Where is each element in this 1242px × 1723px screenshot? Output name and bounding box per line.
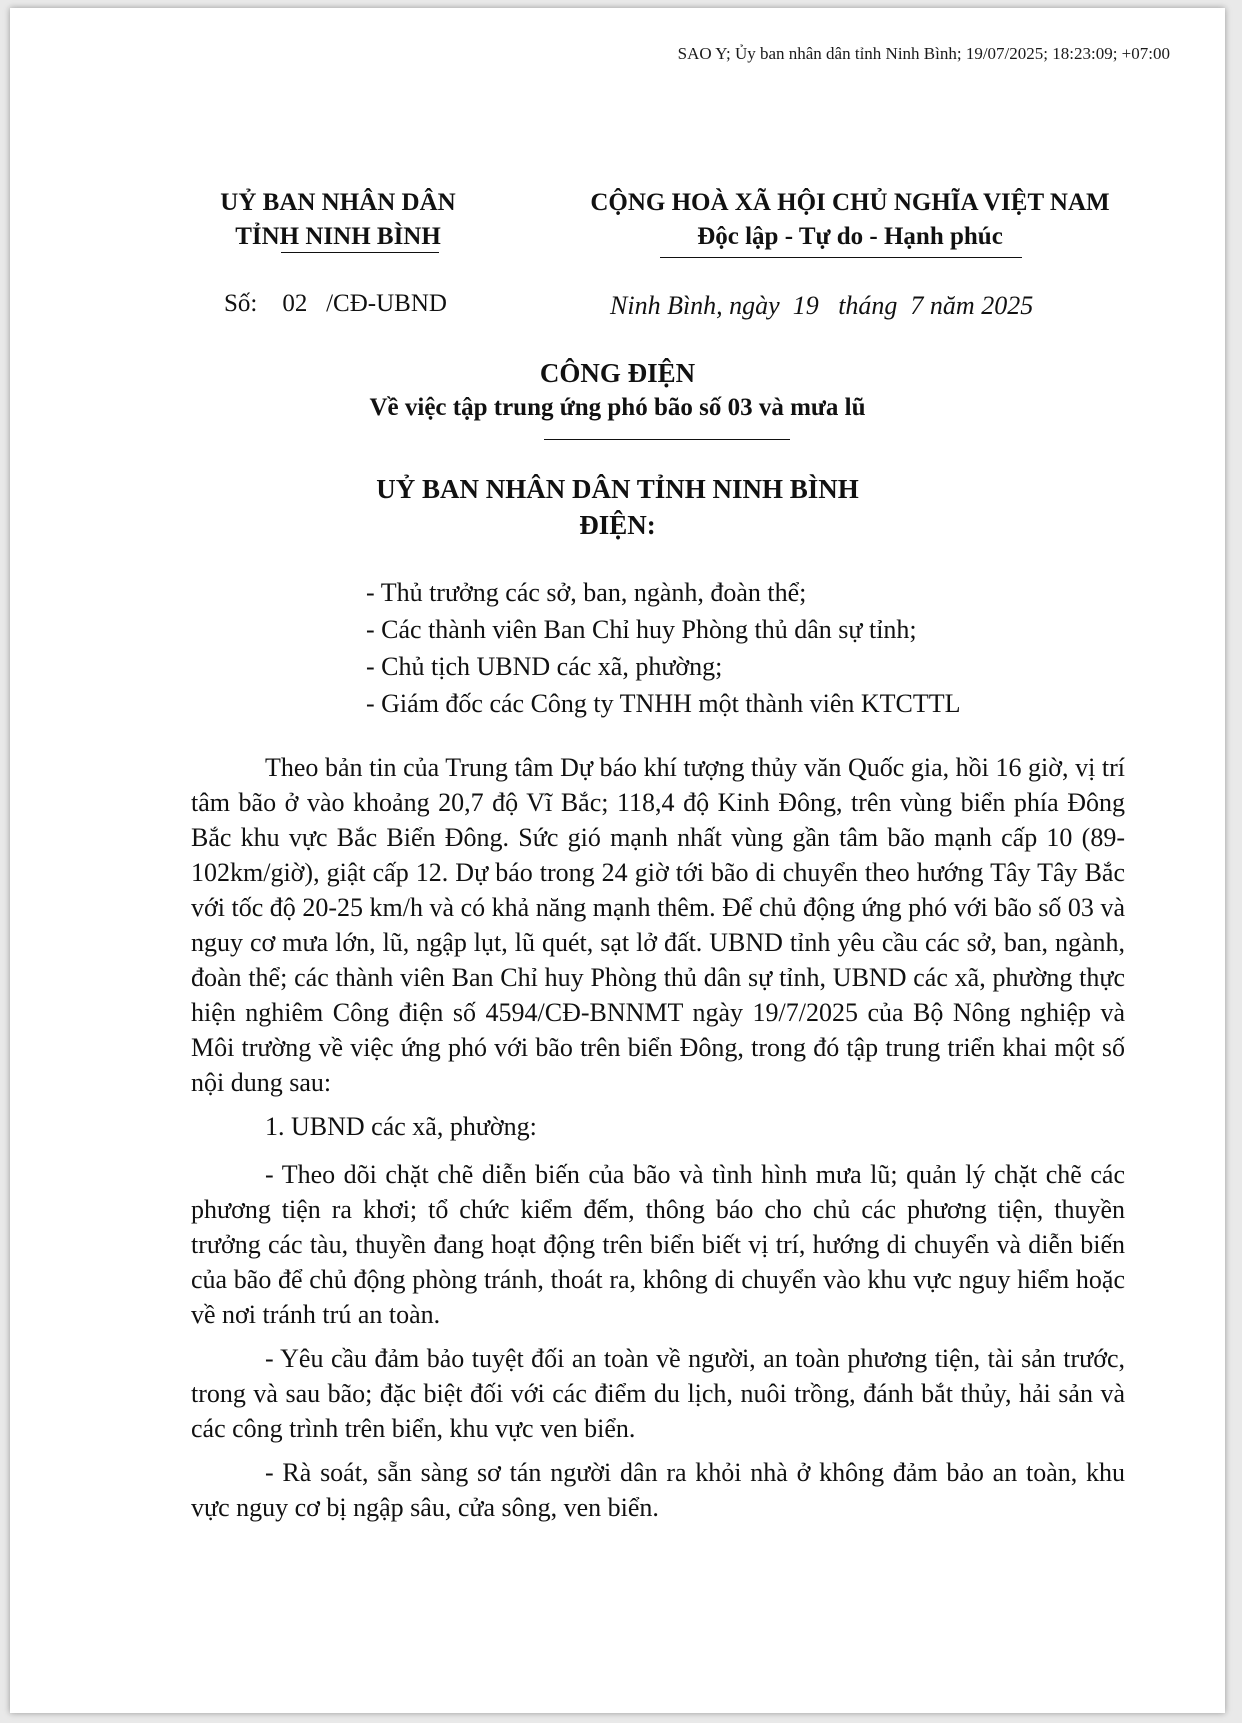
- section-1-heading: 1. UBND các xã, phường:: [265, 1112, 537, 1141]
- document-title: CÔNG ĐIỆN: [539, 358, 696, 388]
- section-1-item-2: - Yêu cầu đảm bảo tuyệt đối an toàn về người, an toàn phương tiện, tài sản trước, trong và sau bão; đặc biệt đối với các điểm du lịch, nuôi trồng, đánh bắt thủy, hải sản và các công trình trên biển, khu vực ven biển.: [191, 1344, 1125, 1443]
- issuer-line-1: UỶ BAN NHÂN DÂN: [220, 189, 456, 216]
- recipient-item: - Giám đốc các Công ty TNHH một thành viên KTCTTL: [366, 689, 961, 718]
- motto-underline: [660, 257, 1022, 258]
- issuer-line-2: TỈNH NINH BÌNH: [235, 223, 441, 250]
- sender-name: UỶ BAN NHÂN DÂN TỈNH NINH BÌNH: [376, 474, 859, 504]
- document-subtitle: Về việc tập trung ứng phó bão số 03 và mưa lũ: [369, 394, 866, 421]
- recipient-item: - Các thành viên Ban Chỉ huy Phòng thủ dân sự tỉnh;: [366, 615, 917, 644]
- recipient-item: - Chủ tịch UBND các xã, phường;: [366, 652, 723, 681]
- dien-label: ĐIỆN:: [579, 510, 656, 540]
- digital-copy-stamp: SAO Y; Ủy ban nhân dân tỉnh Ninh Bình; 19/07/2025; 18:23:09; +07:00: [677, 44, 1170, 63]
- section-1-item-1: - Theo dõi chặt chẽ diễn biến của bão và tình hình mưa lũ; quản lý chặt chẽ các phương tiện ra khơi; tổ chức kiểm đếm, thông báo cho chủ các phương tiện, thuyền trưởng các tàu, thuyền đang hoạt động trên biển biết vị trí, hướng di chuyển và diễn biến của bão để chủ động phòng tránh, thoát ra, không di chuyển vào khu vực nguy hiểm hoặc về nơi tránh trú an toàn.: [191, 1160, 1125, 1329]
- recipient-item: - Thủ trưởng các sở, ban, ngành, đoàn thể;: [366, 578, 807, 607]
- intro-paragraph: Theo bản tin của Trung tâm Dự báo khí tượng thủy văn Quốc gia, hồi 16 giờ, vị trí tâm bão ở vào khoảng 20,7 độ Vĩ Bắc; 118,4 độ Kinh Đông, trên vùng biển phía Đông Bắc khu vực Bắc Biển Đông. Sức gió mạnh nhất vùng gần tâm bão mạnh cấp 10 (89-102km/giờ), giật cấp 12. Dự báo trong 24 giờ tới bão di chuyển theo hướng Tây Tây Bắc với tốc độ 20-25 km/h và có khả năng mạnh thêm. Để chủ động ứng phó với bão số 03 và nguy cơ mưa lớn, lũ, ngập lụt, lũ quét, sạt lở đất. UBND tỉnh yêu cầu các sở, ban, ngành, đoàn thể; các thành viên Ban Chỉ huy Phòng thủ dân sự tỉnh, UBND các xã, phường thực hiện nghiêm Công điện số 4594/CĐ-BNNMT ngày 19/7/2025 của Bộ Nông nghiệp và Môi trường về việc ứng phó với bão trên biển Đông, trong đó tập trung triển khai một số nội dung sau:: [191, 753, 1125, 1097]
- document-number: Số: 02 /CĐ-UBND: [224, 290, 447, 317]
- place-date: Ninh Bình, ngày 19 tháng 7 năm 2025: [610, 291, 1034, 320]
- recipient-list: [366, 574, 961, 722]
- title-divider: [544, 439, 790, 440]
- issuer-header: [178, 186, 498, 254]
- national-header-line-1: CỘNG HOÀ XÃ HỘI CHỦ NGHĨA VIỆT NAM: [590, 189, 1110, 216]
- document-page: [10, 8, 1225, 1713]
- national-motto: Độc lập - Tự do - Hạnh phúc: [697, 223, 1003, 250]
- section-1-item-3: - Rà soát, sẵn sàng sơ tán người dân ra khỏi nhà ở không đảm bảo an toàn, khu vực nguy cơ bị ngập sâu, cửa sông, ven biển.: [191, 1458, 1125, 1522]
- issuer-underline: [281, 252, 439, 253]
- document-body: [191, 750, 1125, 1534]
- national-header: [550, 186, 1150, 254]
